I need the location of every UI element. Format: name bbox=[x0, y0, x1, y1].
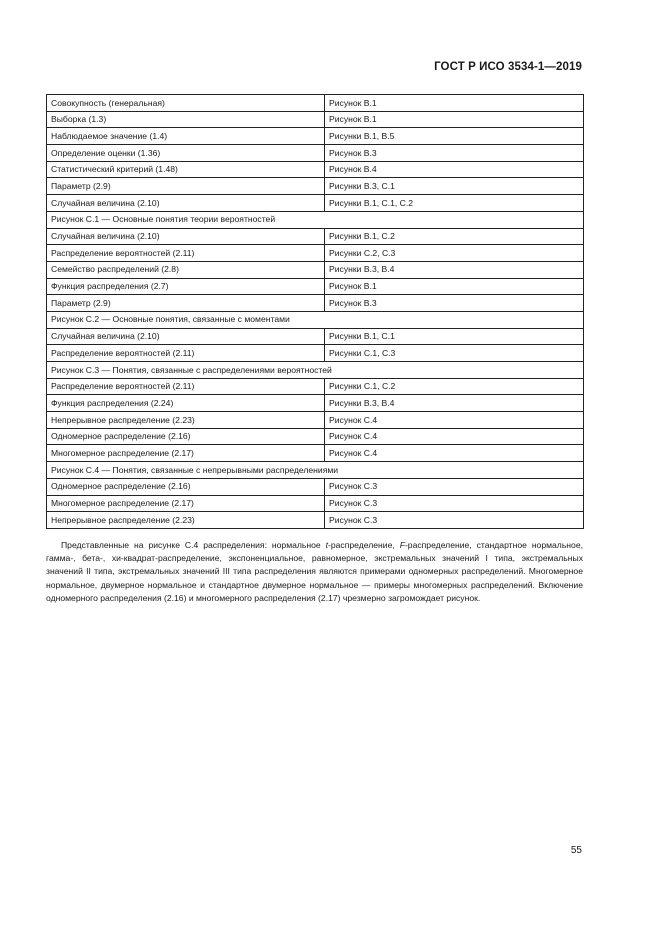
figure-ref-cell: Рисунки B.1, C.1, C.2 bbox=[325, 195, 584, 212]
table-row bbox=[47, 195, 584, 212]
figure-ref-cell: Рисунки B.1, C.2 bbox=[325, 228, 584, 245]
term-cell: Случайная величина (2.10) bbox=[47, 328, 325, 345]
table-row bbox=[47, 478, 584, 495]
term-cell: Распределение вероятностей (2.11) bbox=[47, 345, 325, 362]
term-cell: Наблюдаемое значение (1.4) bbox=[47, 128, 325, 145]
table-row bbox=[47, 178, 584, 195]
term-cell: Определение оценки (1.36) bbox=[47, 145, 325, 162]
term-cell: Одномерное распределение (2.16) bbox=[47, 478, 325, 495]
figure-ref-cell: Рисунок B.1 bbox=[325, 111, 584, 128]
table-row bbox=[47, 345, 584, 362]
term-cell: Семейство распределений (2.8) bbox=[47, 261, 325, 278]
figure-ref-cell: Рисунки C.2, C.3 bbox=[325, 245, 584, 262]
table-row bbox=[47, 428, 584, 445]
term-cell: Статистический критерий (1.48) bbox=[47, 161, 325, 178]
term-cell: Одномерное распределение (2.16) bbox=[47, 428, 325, 445]
term-cell: Случайная величина (2.10) bbox=[47, 195, 325, 212]
section-title-cell: Рисунок С.1 — Основные понятия теории вероятностей bbox=[47, 211, 584, 228]
table-row bbox=[47, 395, 584, 412]
section-title-cell: Рисунок С.2 — Основные понятия, связанные с моментами bbox=[47, 311, 584, 328]
description-paragraph bbox=[46, 539, 583, 605]
table-row bbox=[47, 245, 584, 262]
paragraph-part3: -распределение, стандартное нормальное, гамма-, бета-, хи-квадрат-распределение, экспоненциальное, равномерное, экстремальных значений I типа, экстремальных значений II типа, экстремальных значений III типа распределения являются примерами одномерных распределений. Многомерное нормальное, двумерное нормальное и стандартное двумерное нормальное — примеры многомерных распределений. Включение одномерного распределения (2.16) и многомерного распределения (2.17) чрезмерно загромождает рисунок. bbox=[46, 540, 583, 603]
figure-ref-cell: Рисунки B.1, C.1 bbox=[325, 328, 584, 345]
figure-ref-cell: Рисунок B.3 bbox=[325, 295, 584, 312]
figure-ref-cell: Рисунок B.3 bbox=[325, 145, 584, 162]
figure-ref-cell: Рисунок B.1 bbox=[325, 95, 584, 112]
table-row bbox=[47, 261, 584, 278]
table-section-row bbox=[47, 311, 584, 328]
term-cell: Многомерное распределение (2.17) bbox=[47, 495, 325, 512]
table-row bbox=[47, 412, 584, 429]
figure-ref-cell: Рисунок C.3 bbox=[325, 495, 584, 512]
figure-ref-cell: Рисунок B.4 bbox=[325, 161, 584, 178]
term-cell: Параметр (2.9) bbox=[47, 295, 325, 312]
term-cell: Функция распределения (2.24) bbox=[47, 395, 325, 412]
table-row bbox=[47, 228, 584, 245]
term-cell: Совокупность (генеральная) bbox=[47, 95, 325, 112]
table-row bbox=[47, 111, 584, 128]
figure-ref-cell: Рисунки C.1, C.2 bbox=[325, 378, 584, 395]
figure-ref-cell: Рисунок C.3 bbox=[325, 478, 584, 495]
f-symbol: F bbox=[399, 540, 405, 550]
table-section-row bbox=[47, 462, 584, 479]
term-cell: Функция распределения (2.7) bbox=[47, 278, 325, 295]
table-row bbox=[47, 95, 584, 112]
figure-ref-cell: Рисунок C.4 bbox=[325, 445, 584, 462]
figure-ref-cell: Рисунок C.4 bbox=[325, 412, 584, 429]
term-cell: Многомерное распределение (2.17) bbox=[47, 445, 325, 462]
term-cell: Выборка (1.3) bbox=[47, 111, 325, 128]
table-row bbox=[47, 295, 584, 312]
table-row bbox=[47, 128, 584, 145]
term-cell: Случайная величина (2.10) bbox=[47, 228, 325, 245]
term-cell: Распределение вероятностей (2.11) bbox=[47, 245, 325, 262]
figure-ref-cell: Рисунки B.3, B.4 bbox=[325, 261, 584, 278]
table-section-row bbox=[47, 362, 584, 379]
table-row bbox=[47, 445, 584, 462]
table-row bbox=[47, 328, 584, 345]
document-header: ГОСТ Р ИСО 3534-1—2019 bbox=[434, 61, 582, 73]
figure-ref-cell: Рисунок C.3 bbox=[325, 512, 584, 529]
section-title-cell: Рисунок С.3 — Понятия, связанные с распределениями вероятностей bbox=[47, 362, 584, 379]
table-row bbox=[47, 378, 584, 395]
term-cell: Непрерывное распределение (2.23) bbox=[47, 412, 325, 429]
figure-ref-cell: Рисунки B.3, B.4 bbox=[325, 395, 584, 412]
table-row bbox=[47, 512, 584, 529]
t-symbol: t bbox=[325, 540, 328, 550]
terms-table-body bbox=[47, 95, 584, 529]
figure-ref-cell: Рисунки B.1, B.5 bbox=[325, 128, 584, 145]
page-number: 55 bbox=[570, 845, 582, 856]
figure-ref-cell: Рисунок B.1 bbox=[325, 278, 584, 295]
terms-table bbox=[46, 94, 584, 529]
term-cell: Непрерывное распределение (2.23) bbox=[47, 512, 325, 529]
table-row bbox=[47, 495, 584, 512]
paragraph-part1: Представленные на рисунке C.4 распределения: нормальное bbox=[61, 540, 326, 550]
section-title-cell: Рисунок С.4 — Понятия, связанные с непрерывными распределениями bbox=[47, 462, 584, 479]
paragraph-part2: -распределение, bbox=[328, 540, 400, 550]
term-cell: Параметр (2.9) bbox=[47, 178, 325, 195]
table-row bbox=[47, 145, 584, 162]
term-cell: Распределение вероятностей (2.11) bbox=[47, 378, 325, 395]
table-row bbox=[47, 278, 584, 295]
figure-ref-cell: Рисунки B.3, C.1 bbox=[325, 178, 584, 195]
figure-ref-cell: Рисунок C.4 bbox=[325, 428, 584, 445]
figure-ref-cell: Рисунки C.1, C.3 bbox=[325, 345, 584, 362]
table-row bbox=[47, 161, 584, 178]
table-section-row bbox=[47, 211, 584, 228]
